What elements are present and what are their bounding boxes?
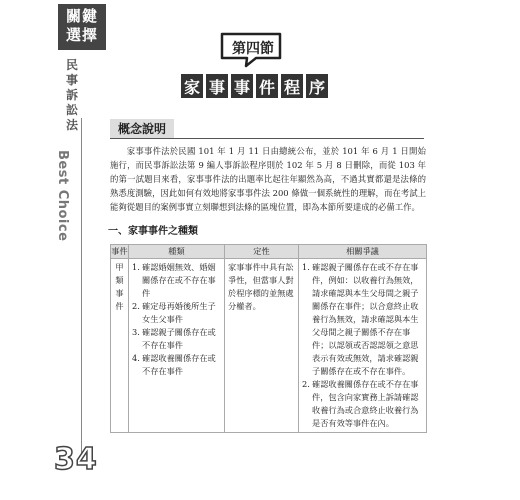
- item-number: 3.: [132, 327, 140, 337]
- column-header: 種類: [129, 245, 225, 259]
- table-header-row: [111, 245, 427, 259]
- title-char: 序: [306, 74, 328, 98]
- table-row: [111, 259, 427, 433]
- item-text: 確認婚姻無效、婚姻關係存在或不存在事件: [142, 262, 216, 298]
- concept-label: 概念說明: [110, 119, 174, 138]
- item-text: 確認親子關係存在或不存在事件: [142, 327, 216, 350]
- section-badge: [216, 30, 286, 68]
- sidebar-divider: [81, 118, 82, 463]
- item-number: 1.: [302, 262, 310, 272]
- tag-line-1: 關鍵: [65, 7, 98, 25]
- item-text: 確認收養關係存在或不存在事件，包含向家實務上訴請確認收養行為或合意終止收養行為是否有效等事件在內。: [312, 379, 419, 428]
- title-char: 件: [256, 74, 278, 98]
- title-char: 事: [231, 74, 253, 98]
- list-item: [302, 261, 423, 378]
- case-types-table: [110, 244, 427, 433]
- list-item: [132, 261, 221, 300]
- disputes-cell: [299, 259, 427, 433]
- column-header: 定性: [225, 245, 299, 259]
- item-number: 4.: [132, 353, 140, 363]
- nature-cell: 家事事件中具有訟爭性，但當事人對於程序標的並無處分權者。: [225, 259, 299, 433]
- key-choice-tag: [58, 4, 106, 50]
- category-cell: 甲類事件: [111, 259, 129, 433]
- item-text: 確定母再婚後所生子女生父事件: [142, 301, 216, 324]
- tag-line-2: 選擇: [65, 26, 98, 44]
- page-number: 34: [54, 442, 98, 477]
- item-text: 確認收養關係存在或不存在事件: [142, 353, 216, 376]
- item-number: 2.: [132, 301, 140, 311]
- column-header: 事件: [111, 245, 129, 259]
- column-header: 相關爭議: [299, 245, 427, 259]
- item-text: 確認親子關係存在或不存在事件，例如：以收養行為無效，請求確認與本生父母間之親子關係存在事件；以合意終止收養行為無效，請求確認與本生父母間之親子關係不存在事件；以認領或否認認領之意思表示有效或無效，請求確認親子關係存在或不存在事件。: [312, 262, 419, 376]
- list-item: [302, 378, 423, 430]
- concept-header: [110, 122, 424, 139]
- types-cell: [129, 259, 225, 433]
- section-badge-text: 第四節: [232, 41, 274, 57]
- list-item: [132, 352, 221, 378]
- list-item: [132, 326, 221, 352]
- item-number: 2.: [302, 379, 310, 389]
- chapter-title: [181, 74, 328, 100]
- book-title: 民事訴訟法: [65, 58, 78, 132]
- sub-heading: 一、家事事件之種類: [108, 226, 198, 237]
- list-item: [132, 300, 221, 326]
- title-char: 程: [281, 74, 303, 98]
- series-label: Best Choice: [55, 150, 70, 242]
- title-char: 事: [206, 74, 228, 98]
- intro-text: 家事事件法於民國 101 年 1 月 11 日由總統公布，並於 101 年 6 月 1 日開始施行，而民事訴訟法第 9 編人事訴訟程序則於 102 年 5 月 8 日刪除，而從 103 年的第一試題目來看，家事事件法的出題率比起往年顯然為高，不過其實都還是法條的熟悉度測驗，因此如何有效地將家事事件法 200 條做一個系統性的理解，而在考試上能夠從題目的案例事實立刻聯想到法條的區塊位置，即為本節所要達成的必備工作。: [110, 146, 426, 212]
- title-char: 家: [181, 74, 203, 98]
- intro-paragraph: [110, 144, 426, 214]
- item-number: 1.: [132, 262, 140, 272]
